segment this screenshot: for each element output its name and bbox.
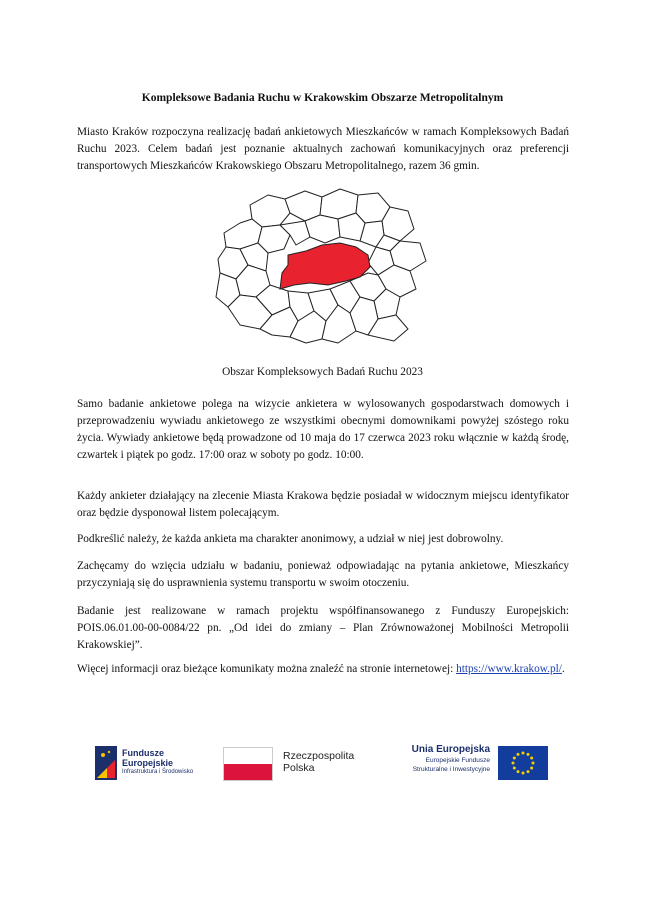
polish-flag-icon [223,747,273,781]
paragraph-intro: Miasto Kraków rozpoczyna realizację badań ankietowych Mieszkańców w ramach Kompleksowych Badań Ruchu 2023. Celem badań jest poznanie aktualnych zachowań komunikacyjnych oraz preferencji transportowych Mieszkańców Krakowskiego Obszaru Metropolitalnego, razem 36 gmin. [77,126,569,172]
eu-star [530,757,533,760]
ue-line3: Strukturalne i Inwestycyjne [412,766,490,773]
eu-star [513,767,516,770]
eu-star [522,772,525,775]
fe-line1: Fundusze [122,748,164,758]
link-suffix: . [561,663,565,675]
paragraph-encourage: Zachęcamy do wzięcia udziału w badaniu, ponieważ odpowiadając na pytania ankietowe, Mieszkańcy przyczyniają się do usprawnienia systemu transportu w swoim otoczeniu. [77,560,569,589]
ue-line2: Europejskie Fundusze [425,757,490,764]
fundusze-europejskie-logo [95,744,215,784]
eu-star [527,753,530,756]
rp-line2: Polska [283,762,315,774]
eu-star [522,752,525,755]
metropolitan-area-map [210,185,440,353]
rp-line1: Rzeczpospolita [283,750,355,762]
eu-star [517,770,520,773]
eu-star [513,757,516,760]
eu-star [530,767,533,770]
ue-line1: Unia Europejska [411,744,490,755]
paragraph-anonymous: Podkreślić należy, że każda ankieta ma charakter anonimowy, a udział w niej jest dobrowolny. [77,533,504,545]
eu-star [527,770,530,773]
rzeczpospolita-polska-logo [223,744,373,784]
document-title: Kompleksowe Badania Ruchu w Krakowskim Obszarze Metropolitalnym [141,92,504,104]
paragraph-funding: Badanie jest realizowane w ramach projektu współfinansowanego z Funduszy Europejskich: POIS.06.01.00-00-0084/22 pn. „Od idei do zmiany – Plan Zrównoważonej Mobilności Metropolii Krakowskiej”. [77,605,569,651]
map-caption: Obszar Kompleksowych Badań Ruchu 2023 [222,366,423,378]
fe-line3: Infrastruktura i Środowisko [122,769,194,775]
funding-logos-bar [95,740,555,790]
paragraph-identifier: Każdy ankieter działający na zlecenie Miasta Krakowa będzie posiadał w widocznym miejscu identyfikator oraz będzie dysponował listem polecającym. [77,490,569,519]
fe-emblem-icon [95,746,117,780]
eu-star [517,753,520,756]
paragraph-method: Samo badanie ankietowe polega na wizycie ankietera w wylosowanych gospodarstwach domowych i przeprowadzeniu wywiadu ankietowego ze wszystkimi obecnymi domownikami powyżej szóstego roku życia. Wywiady ankietowe będą prowadzone od 10 maja do 17 czerwca 2023 roku włącznie w każdą środę, czwartek i piątek po godz. 17:00 oraz w soboty po godz. 10:00. [77,398,569,461]
eu-flag-icon [498,746,548,780]
unia-europejska-logo [395,742,555,786]
paragraph-more-info [77,661,569,678]
krakow-website-link[interactable]: https://www.krakow.pl/ [456,663,562,675]
more-info-text: Więcej informacji oraz bieżące komunikaty można znaleźć na stronie internetowej: [77,663,454,675]
eu-star [512,762,515,765]
fe-line2: Europejskie [122,758,174,768]
eu-star [532,762,535,765]
